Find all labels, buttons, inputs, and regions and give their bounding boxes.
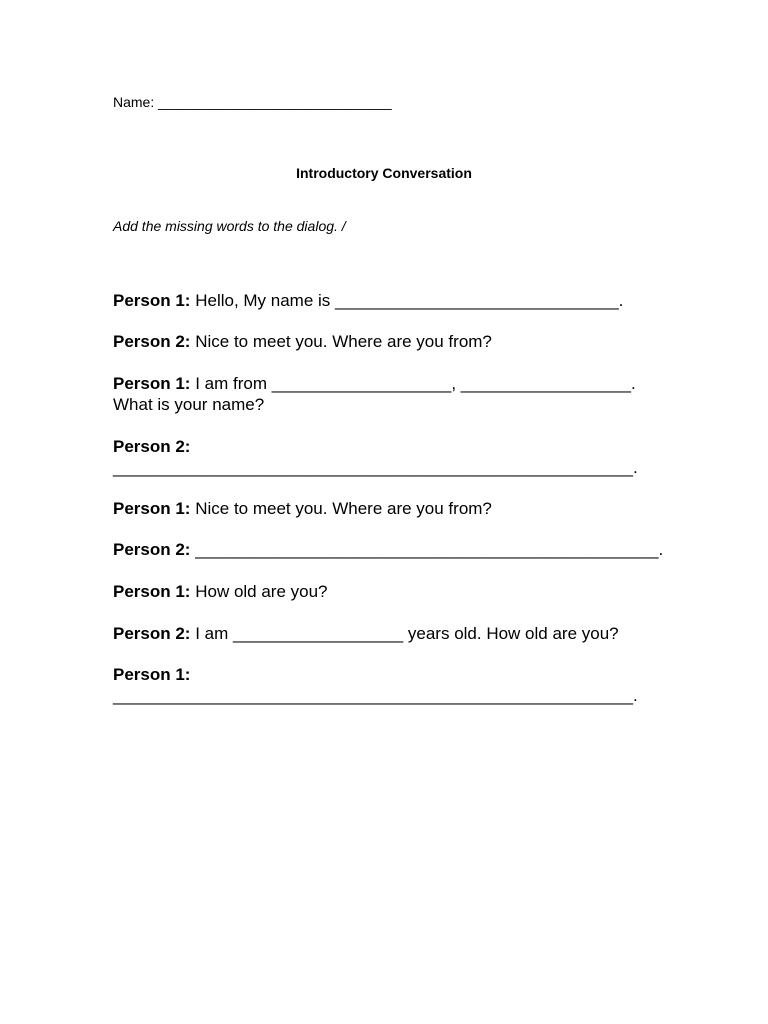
dialog-text: _________________________________________________. <box>190 540 664 559</box>
dialog-turn-8 <box>113 623 673 644</box>
dialog-line <box>113 498 673 519</box>
dialog-turn-6 <box>113 539 673 560</box>
dialog-line <box>113 623 673 644</box>
speaker-label: Person 1: <box>113 665 191 684</box>
speaker-label: Person 2: <box>113 540 191 559</box>
dialog-turn-3 <box>113 373 673 415</box>
speaker-label: Person 1: <box>113 291 191 310</box>
speaker-label: Person 1: <box>113 374 191 393</box>
dialog-turn-1 <box>113 290 673 311</box>
speaker-label: Person 2: <box>113 332 191 351</box>
dialog-text: Nice to meet you. Where are you from? <box>190 499 492 518</box>
dialog-line <box>113 539 673 560</box>
dialog-turn-5 <box>113 498 673 519</box>
page-title: Introductory Conversation <box>296 165 472 181</box>
dialog-line: What is your name? <box>113 395 265 414</box>
name-field-label: Name: ______________________________ <box>113 94 392 110</box>
answer-blank: _______________________________________________________. <box>113 458 638 477</box>
dialog-turn-4 <box>113 436 673 478</box>
dialog-text: Hello, My name is ______________________________. <box>190 291 624 310</box>
speaker-label: Person 2: <box>113 624 191 643</box>
dialog-line <box>113 373 673 394</box>
dialog-line <box>113 664 673 685</box>
dialog-text: I am from ___________________, __________________. <box>190 374 636 393</box>
answer-blank: _______________________________________________________. <box>113 686 638 705</box>
dialog-text: How old are you? <box>190 582 328 601</box>
dialog-line <box>113 331 673 352</box>
dialog-turn-2 <box>113 331 673 352</box>
speaker-label: Person 2: <box>113 437 191 456</box>
speaker-label: Person 1: <box>113 499 191 518</box>
dialog-turn-9 <box>113 664 673 706</box>
dialog-text: Nice to meet you. Where are you from? <box>190 332 492 351</box>
dialog-line <box>113 290 673 311</box>
dialog-text: I am __________________ years old. How old are you? <box>190 624 619 643</box>
dialog-line <box>113 581 673 602</box>
instructions-text: Add the missing words to the dialog. / <box>113 218 346 234</box>
dialog-line <box>113 436 673 457</box>
dialog-turn-7 <box>113 581 673 602</box>
speaker-label: Person 1: <box>113 582 191 601</box>
